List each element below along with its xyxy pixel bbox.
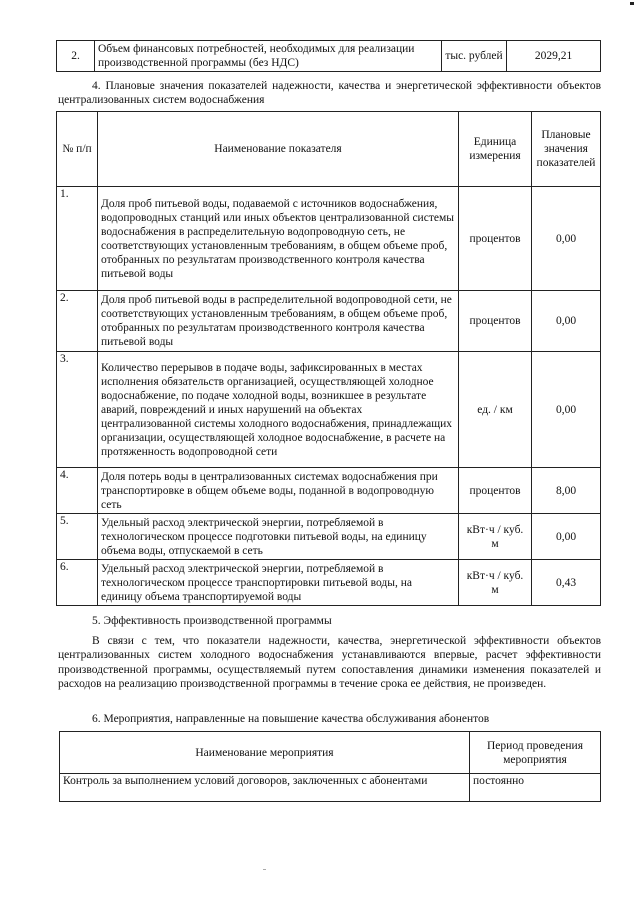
row-unit: ед. / км bbox=[459, 352, 532, 468]
col-header-value: Плановые значения показателей bbox=[532, 112, 601, 187]
row-value: 0,00 bbox=[532, 352, 601, 468]
row-unit: процентов bbox=[459, 468, 532, 514]
row-value: 0,00 bbox=[532, 187, 601, 291]
col-header-name: Наименование показателя bbox=[98, 112, 459, 187]
row-name: Удельный расход электрической энергии, потребляемой в технологическом процессе транспортировки питьевой воды, на единицу объема транспортируемой воды bbox=[98, 560, 459, 606]
section-4-heading: 4. Плановые значения показателей надежности, качества и энергетической эффективности объектов централизованных систем водоснабжения bbox=[58, 80, 601, 107]
row-name: Доля проб питьевой воды, подаваемой с источников водоснабжения, водопроводных станций или иных объектов централизованной системы водоснабжения в распределительную водопроводную сеть, не соответствующих установленным требованиям, в общем объеме проб, отобранных по результатам производственного контроля качества питьевой воды bbox=[98, 187, 459, 291]
measures-table bbox=[59, 731, 601, 802]
row-value: 0,00 bbox=[532, 291, 601, 352]
measure-name: Контроль за выполнением условий договоров, заключенных с абонентами bbox=[60, 774, 470, 802]
section-6-heading: 6. Мероприятия, направленные на повышение качества обслуживания абонентов bbox=[92, 713, 490, 725]
row-name: Удельный расход электрической энергии, потребляемой в технологическом процессе подготовки питьевой воды, на единицу объема воды, отпускаемой в сеть bbox=[98, 514, 459, 560]
row-number: 5. bbox=[57, 514, 98, 560]
row-number: 2. bbox=[57, 291, 98, 352]
indicators-table bbox=[56, 111, 601, 606]
table-row bbox=[60, 774, 601, 802]
table-row bbox=[57, 352, 601, 468]
measure-period: постоянно bbox=[470, 774, 601, 802]
row-name: Количество перерывов в подаче воды, зафиксированных в местах исполнения обязательств организацией, осуществляющей холодное водоснабжение, по подаче холодной воды, возникшее в результате аварий, повреждений и иных нарушений на объектах централизованной системы холодного водоснабжения, принадлежащих организации, осуществляющей холодное водоснабжение, в расчете на протяженность водопроводной сети bbox=[98, 352, 459, 468]
table-row bbox=[57, 291, 601, 352]
table-header-row bbox=[57, 112, 601, 187]
row-unit: процентов bbox=[459, 187, 532, 291]
col-header-measure: Наименование мероприятия bbox=[60, 732, 470, 774]
row-unit: процентов bbox=[459, 291, 532, 352]
table-row bbox=[57, 560, 601, 606]
row-value: 0,00 bbox=[532, 514, 601, 560]
table-row bbox=[57, 468, 601, 514]
table-row bbox=[57, 514, 601, 560]
row-value: 2029,21 bbox=[507, 41, 601, 72]
row-number: 1. bbox=[57, 187, 98, 291]
scan-dot bbox=[263, 869, 266, 870]
table-header-row bbox=[60, 732, 601, 774]
row-number: 4. bbox=[57, 468, 98, 514]
scan-mark bbox=[630, 2, 634, 5]
row-number: 3. bbox=[57, 352, 98, 468]
row-number: 2. bbox=[57, 41, 95, 72]
row-number: 6. bbox=[57, 560, 98, 606]
row-value: 0,43 bbox=[532, 560, 601, 606]
row-unit: тыс. рублей bbox=[442, 41, 507, 72]
financial-needs-table bbox=[56, 40, 601, 72]
section-5-heading: 5. Эффективность производственной программы bbox=[92, 615, 332, 627]
section-5-text: В связи с тем, что показатели надежности, качества, энергетической эффективности объектов централизованных систем холодного водоснабжения устанавливаются впервые, расчет эффективности производственной программы, осуществляемый путем сопоставления динамики изменения показателей и расходов на реализацию производственной программы в течение срока ее действия, не произведен. bbox=[58, 635, 601, 690]
col-header-num: № п/п bbox=[57, 112, 98, 187]
row-unit: кВт·ч / куб. м bbox=[459, 514, 532, 560]
table-row bbox=[57, 41, 601, 72]
row-name: Доля проб питьевой воды в распределительной водопроводной сети, не соответствующих установленным требованиям, в общем объеме проб, отобранных по результатам производственного контроля качества питьевой воды bbox=[98, 291, 459, 352]
table-row bbox=[57, 187, 601, 291]
col-header-unit: Единица измерения bbox=[459, 112, 532, 187]
col-header-period: Период проведения мероприятия bbox=[470, 732, 601, 774]
row-name: Объем финансовых потребностей, необходимых для реализации производственной программы (без НДС) bbox=[95, 41, 442, 72]
row-unit: кВт·ч / куб. м bbox=[459, 560, 532, 606]
row-name: Доля потерь воды в централизованных системах водоснабжения при транспортировке в общем объеме воды, поданной в водопроводную сеть bbox=[98, 468, 459, 514]
row-value: 8,00 bbox=[532, 468, 601, 514]
